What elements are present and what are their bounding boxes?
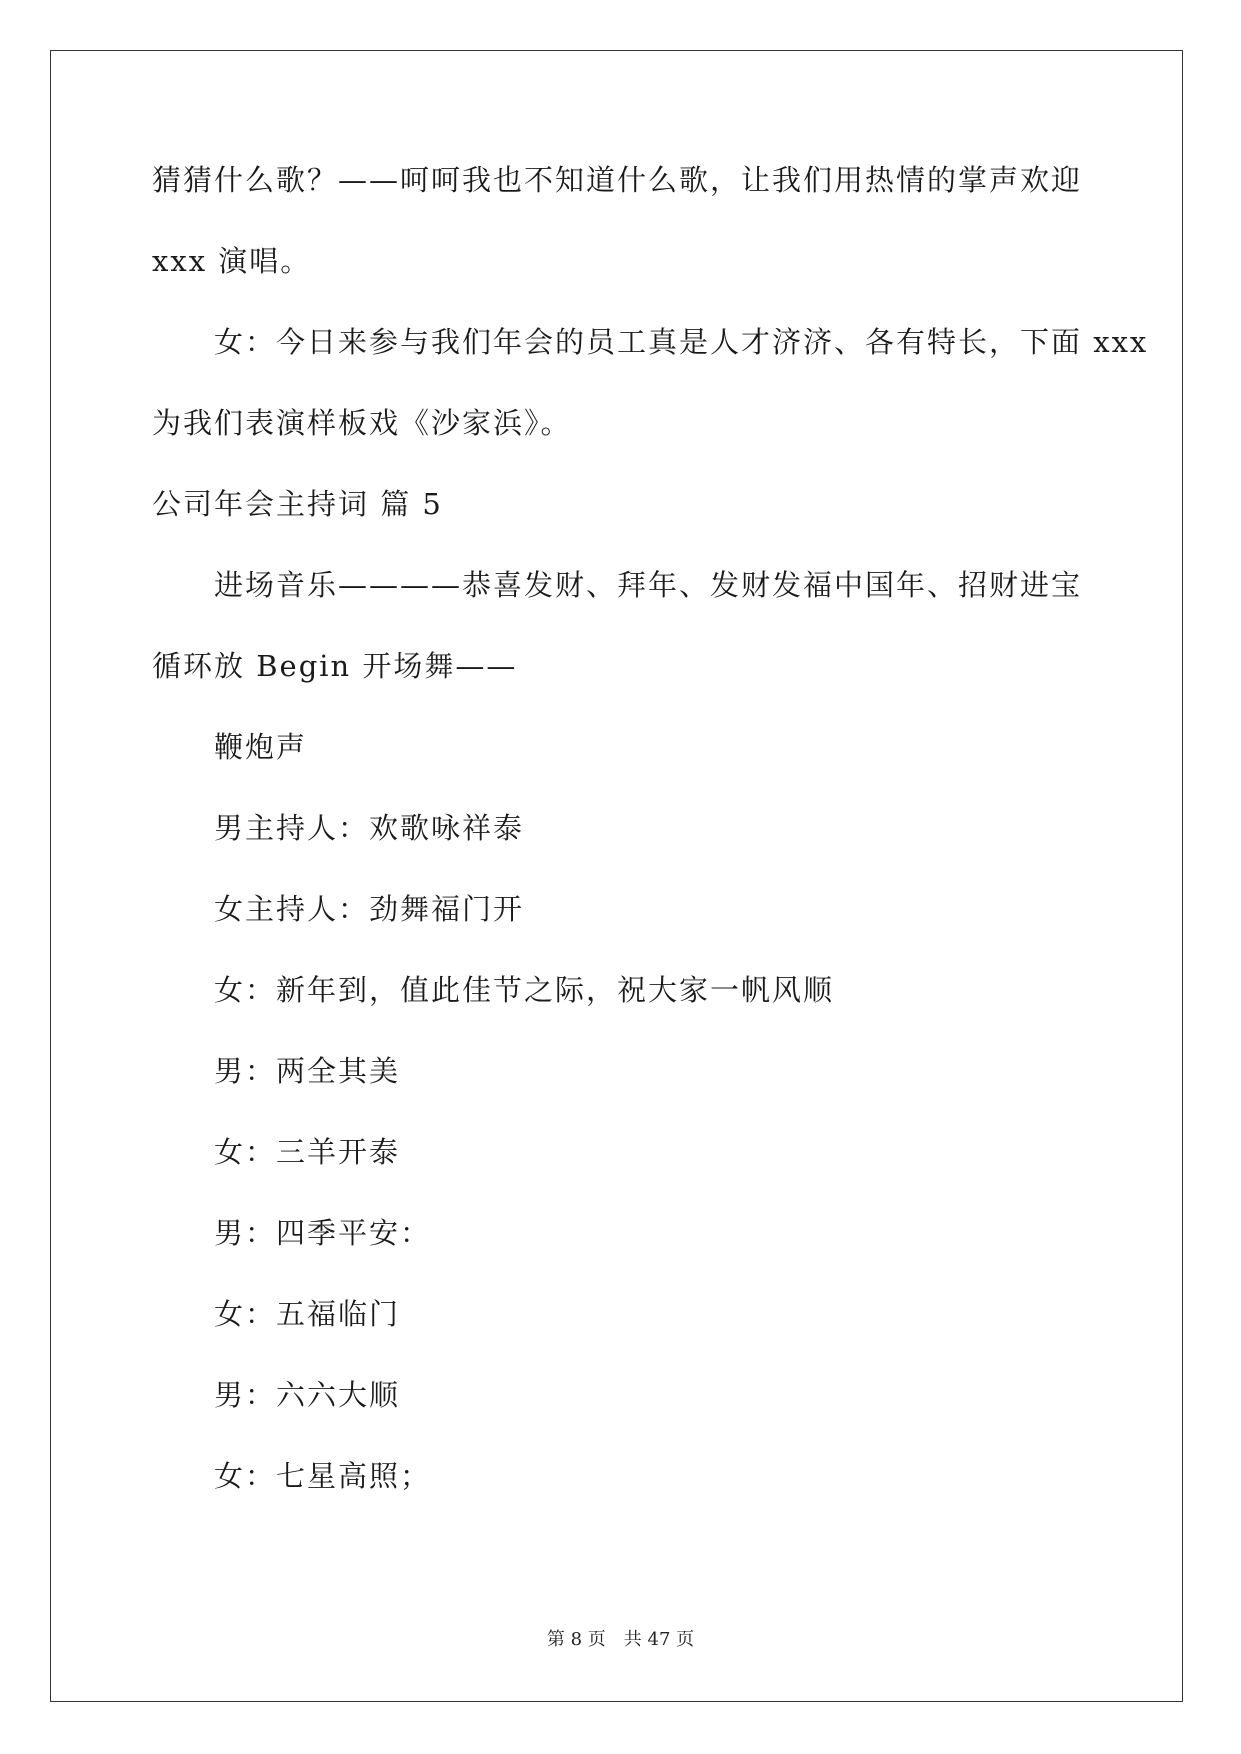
section-heading: 公司年会主持词 篇 5	[152, 487, 443, 521]
page-total: 共 47 页	[623, 1629, 695, 1650]
text-line: 男：两全其美	[214, 1054, 401, 1088]
text-line: 猜猜什么歌？——呵呵我也不知道什么歌，让我们用热情的掌声欢迎	[152, 163, 1083, 197]
text-line: 女：今日来参与我们年会的员工真是人才济济、各有特长，下面 xxx	[214, 325, 1149, 359]
text-line: 循环放 Begin 开场舞——	[152, 649, 518, 683]
text-line: 进场音乐————恭喜发财、拜年、发财发福中国年、招财进宝	[214, 568, 1083, 602]
text-line: 男：四季平安：	[214, 1216, 432, 1250]
text-line: 男主持人：欢歌咏祥泰	[214, 811, 525, 845]
text-line: 为我们表演样板戏《沙家浜》。	[152, 406, 572, 440]
text-line: 男：六六大顺	[214, 1378, 401, 1412]
text-line: 女：三羊开泰	[214, 1135, 401, 1169]
page-border	[50, 50, 1183, 1702]
text-line: 鞭炮声	[214, 730, 308, 764]
page-footer	[0, 1628, 1241, 1652]
text-line: 女：五福临门	[214, 1297, 401, 1331]
page-number: 第 8 页	[546, 1629, 606, 1650]
text-line: 女：七星高照；	[214, 1459, 432, 1493]
text-line: xxx 演唱。	[152, 244, 312, 278]
text-line: 女：新年到，值此佳节之际，祝大家一帆风顺	[214, 973, 835, 1007]
text-line: 女主持人：劲舞福门开	[214, 892, 525, 926]
